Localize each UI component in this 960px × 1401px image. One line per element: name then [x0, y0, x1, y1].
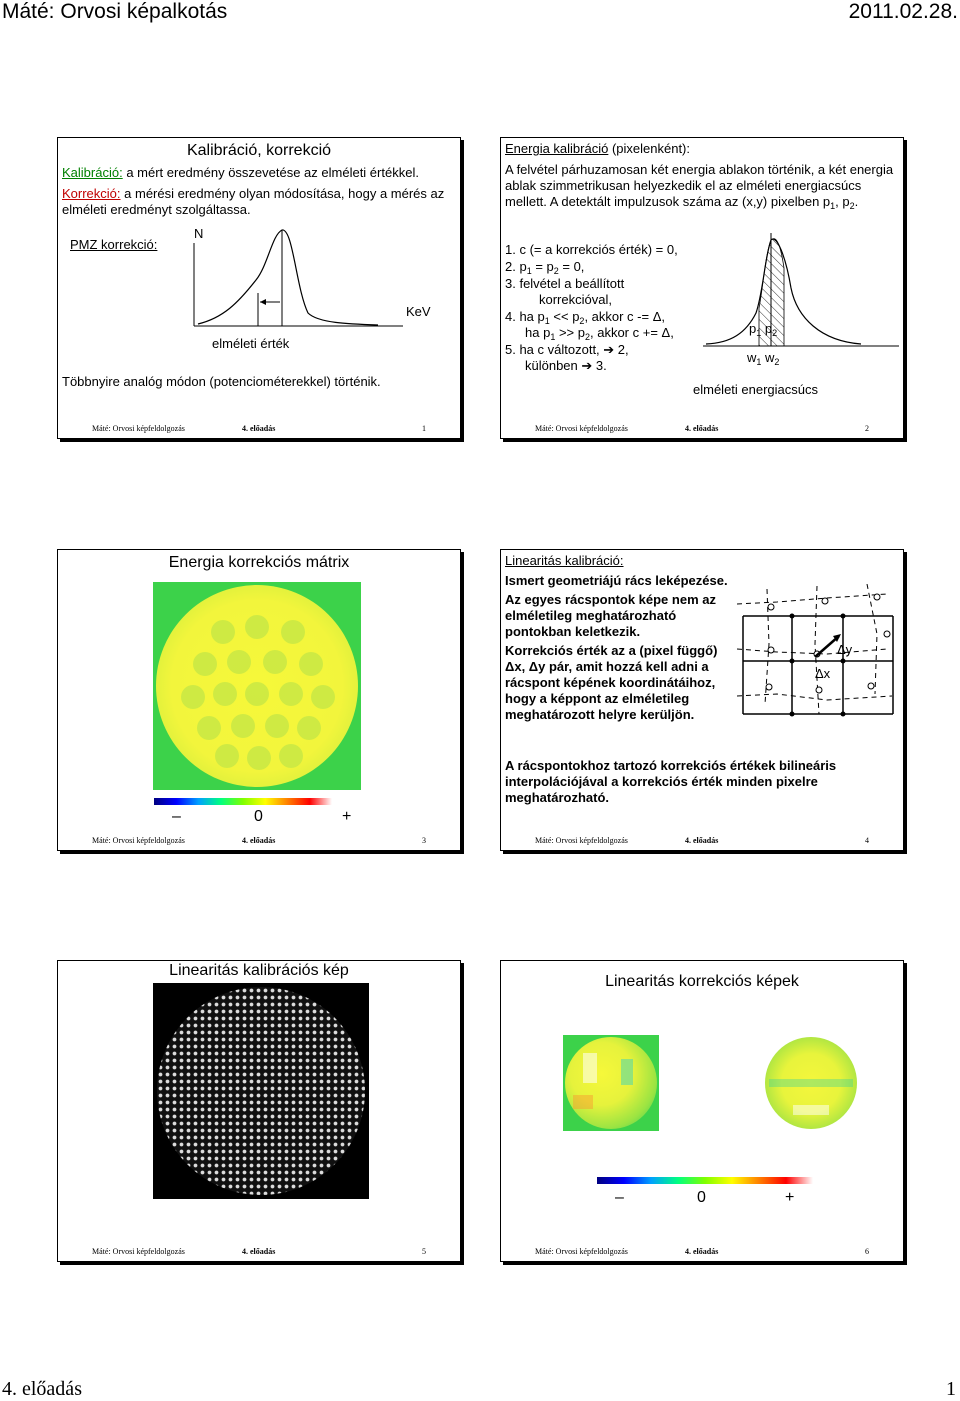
linearity-heading: Linearitás kalibráció: [505, 553, 624, 568]
footer-course: Máté: Orvosi képfeldolgozás [92, 836, 185, 845]
step-5: 5. ha c változott, ➔ 2, [505, 342, 629, 357]
scale-minus: – [172, 808, 181, 825]
slide-4 [500, 549, 904, 851]
sub-2: 2 [584, 332, 590, 342]
footer-lecture: 4. előadás [685, 424, 719, 433]
footer-course: Máté: Orvosi képfeldolgozás [535, 424, 628, 433]
scale-zero: 0 [254, 808, 263, 825]
w-letter: w [747, 350, 757, 365]
p-letter: p [749, 321, 757, 336]
step-2-c: = 0, [558, 259, 585, 274]
footer-slide-number: 4 [865, 836, 869, 845]
label-p1-p2 [749, 321, 777, 337]
slide-footer [58, 1247, 460, 1259]
slide-footer [58, 424, 460, 436]
sub-1: 1 [550, 332, 556, 342]
step-4b-c: , akkor c += Δ, [589, 325, 674, 340]
sub-2: 2 [579, 316, 585, 326]
grid-distortion-diagram [737, 584, 899, 724]
linearity-p1: Ismert geometriájú rács leképezése. [505, 573, 728, 588]
matrix-blob-pattern [153, 582, 361, 790]
footer-lecture: 4. előadás [242, 424, 276, 433]
description-end: . [854, 194, 859, 209]
linearity-p4: A rácspontokhoz tartozó korrekciós értékek bilineáris interpolációjával a korrekciós érték minden pixelre meghatározható. [505, 758, 837, 805]
sub-1: 1 [830, 201, 836, 211]
scale-minus: – [615, 1189, 624, 1206]
sub-2: 2 [553, 266, 559, 276]
footer-lecture: 4. előadás [685, 836, 719, 845]
footer-slide-number: 6 [865, 1247, 869, 1256]
description-text-2: , p [835, 194, 850, 209]
slide-footer [501, 836, 903, 848]
slide-title: Kalibráció, korrekció [186, 142, 332, 159]
calibration-term: Kalibráció: [62, 165, 123, 180]
linearity-p2: Az egyes rácspontok képe nem az elméletileg meghatározható pontokban keletkezik. [505, 592, 716, 639]
heading-rest: (pixelenként): [608, 141, 690, 156]
delta-x-label: Δx [815, 666, 831, 681]
calibration-text: a mért eredmény összevetése az elméleti értékkel. [122, 165, 419, 180]
step-5-continued: különben ➔ 3. [525, 358, 607, 373]
scale-plus: + [785, 1189, 795, 1206]
p-letter: p [764, 321, 773, 336]
sub-2: 2 [774, 357, 780, 367]
pmz-curve-diagram [58, 138, 460, 438]
footer-lecture: 4. előadás [685, 1247, 719, 1256]
footer-lecture: 4. előadás [242, 1247, 276, 1256]
color-scale-bar [154, 798, 332, 805]
document-date: 2011.02.28. [848, 0, 958, 23]
correction-text: a mérési eredmény olyan módosítása, hogy a mérés az elméleti eredményt szolgáltassa. [62, 186, 445, 217]
slide-5 [57, 960, 461, 1262]
color-scale-bar [597, 1177, 813, 1184]
correction-matrix-image [153, 582, 361, 790]
slide-title: Linearitás kalibrációs kép [169, 962, 349, 979]
slide-title: Linearitás korrekciós képek [605, 973, 799, 990]
axis-y-label: N [194, 226, 204, 241]
document-title: Máté: Orvosi képalkotás [2, 0, 228, 23]
slide-footer [501, 1247, 903, 1259]
slide-3 [57, 549, 461, 851]
theoretical-peak-label: elméleti energiacsúcs [693, 382, 819, 397]
footer-course: Máté: Orvosi képfeldolgozás [92, 1247, 185, 1256]
step-3-continued: korrekcióval, [539, 292, 612, 307]
sub-2: 2 [772, 328, 778, 338]
correction-image-y [763, 1035, 859, 1131]
description-text: A felvétel párhuzamosan két energia ablakon történik, a két energia ablak szimmetrikusan helyezkedik el az elméleti energiacsúcs mellett. A detektált impulzusok száma az (x,y) pixelben p [505, 162, 894, 209]
step-2-b: = p [531, 259, 554, 274]
step-4b-b: >> p [555, 325, 585, 340]
footer-slide-number: 1 [422, 424, 426, 433]
footer-slide-number: 2 [865, 424, 869, 433]
step-4b-a: ha p [525, 325, 551, 340]
sub-1: 1 [756, 328, 762, 338]
sub-1: 1 [526, 266, 532, 276]
slide-2 [500, 137, 904, 439]
footer-course: Máté: Orvosi képfeldolgozás [535, 836, 628, 845]
correction-term: Korrekció: [62, 186, 121, 201]
label-w1-w2 [747, 350, 779, 366]
footer-slide-number: 5 [422, 1247, 426, 1256]
step-1: 1. c (= a korrekciós érték) = 0, [505, 242, 678, 257]
step-2-a: 2. p [505, 259, 527, 274]
linearity-calibration-image [153, 983, 369, 1199]
delta-y-label: Δy [837, 642, 853, 657]
slide-6 [500, 960, 904, 1262]
pmz-label-text: PMZ korrekció: [70, 237, 158, 252]
step-4-c: , akkor c -= Δ, [584, 309, 666, 324]
slide-title: Energia korrekciós mátrix [168, 554, 350, 571]
correction-image-x [563, 1035, 659, 1131]
bottom-note: Többnyire analóg módon (potenciométerekkel) történik. [62, 374, 381, 389]
theory-value-label: elméleti érték [212, 336, 290, 351]
heading-term: Energia kalibráció [505, 141, 609, 156]
w-letter: w [765, 350, 775, 365]
footer-course: Máté: Orvosi képfeldolgozás [92, 424, 185, 433]
step-4-a: 4. ha p [505, 309, 545, 324]
slide-1 [57, 137, 461, 439]
step-3: 3. felvétel a beállított [505, 276, 625, 291]
footer-slide-number: 3 [422, 836, 426, 845]
linearity-p3: Korrekciós érték az a (pixel függő) Δx, Δy pár, amit hozzá kell adni a rácspont képének koordinátáihoz, hogy a képpont az elméletileg meghatározott helyre kerüljön. [505, 643, 718, 722]
sub-1: 1 [544, 316, 550, 326]
measured-curve [198, 230, 378, 325]
step-4-b: << p [549, 309, 580, 324]
sub-1: 1 [756, 357, 762, 367]
slide-footer [501, 424, 903, 436]
sub-2: 2 [849, 201, 855, 211]
shift-arrow-head [260, 299, 266, 305]
page-footer-lecture: 4. előadás [2, 1378, 82, 1400]
slide-footer [58, 836, 460, 848]
scale-zero: 0 [697, 1189, 706, 1206]
scale-plus: + [342, 808, 352, 825]
axis-x-label: KeV [406, 304, 431, 319]
page-footer-number: 1 [946, 1378, 956, 1400]
footer-course: Máté: Orvosi képfeldolgozás [535, 1247, 628, 1256]
footer-lecture: 4. előadás [242, 836, 276, 845]
page-header [0, 0, 960, 26]
